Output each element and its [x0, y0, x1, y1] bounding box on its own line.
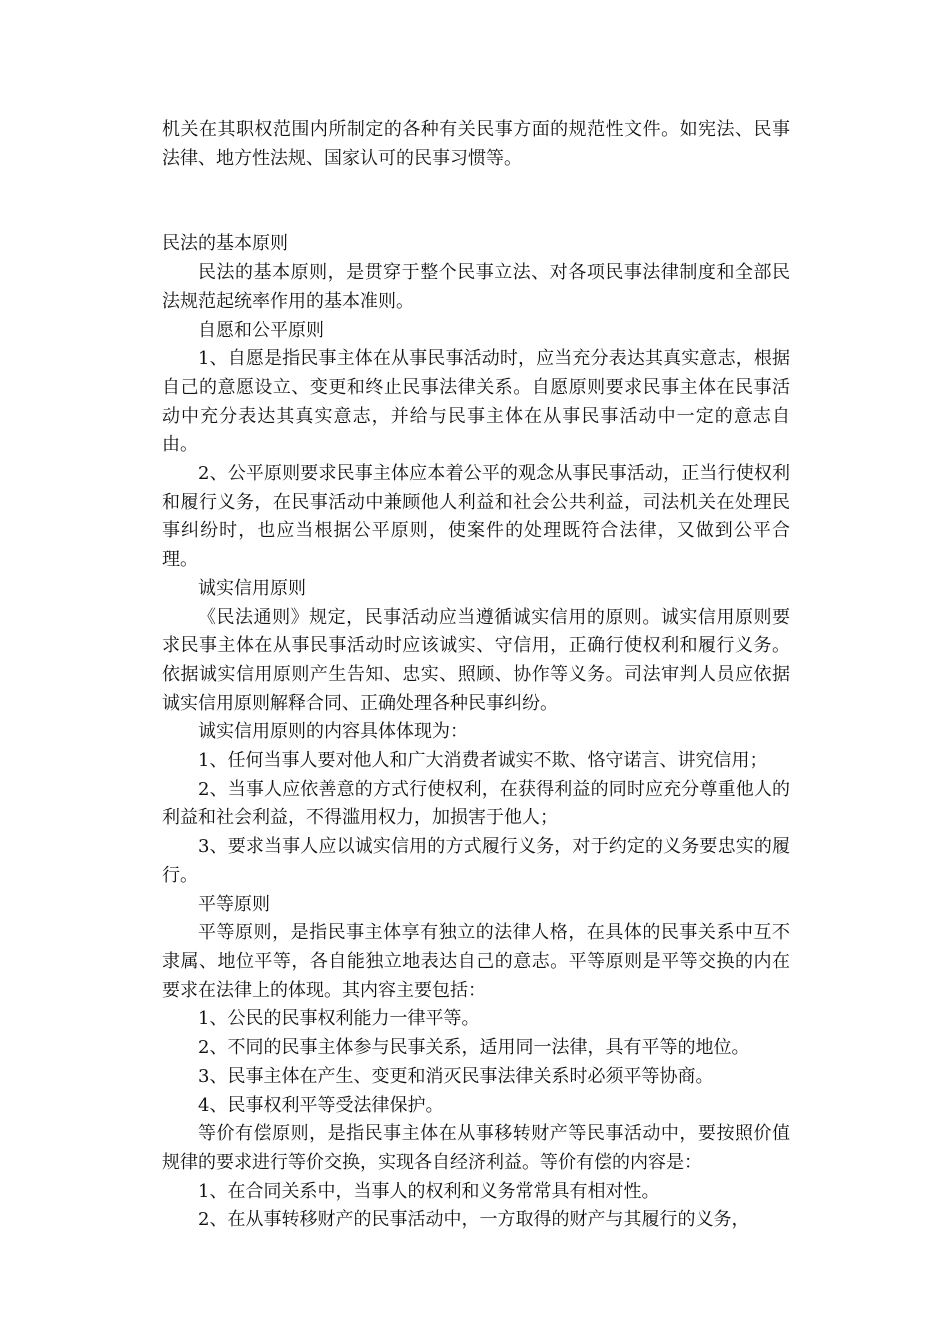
paragraph-basic-principles-definition: 民法的基本原则，是贯穿于整个民事立法、对各项民事法律制度和全部民法规范起统率作用的基本准则。: [162, 262, 790, 312]
list-item-equal-value-2: 2、在从事转移财产的民事活动中，一方取得的财产与其履行的义务，: [198, 1209, 750, 1231]
paragraph-continuation: 机关在其职权范围内所制定的各种有关民事方面的规范性文件。如宪法、民事法律、地方性法规、国家认可的民事习惯等。: [162, 119, 790, 169]
list-item-good-faith-1: 1、任何当事人要对他人和广大消费者诚实不欺、恪守诺言、讲究信用；: [198, 750, 768, 772]
list-item-equal-value-1: 1、在合同关系中，当事人的权利和义务常常具有相对性。: [198, 1180, 660, 1202]
paragraph-spacer: [162, 173, 790, 230]
list-item-equality-3: 3、民事主体在产生、变更和消灭民事法律关系时必须平等协商。: [198, 1065, 714, 1087]
list-item-good-faith-3: 3、要求当事人应以诚实信用的方式履行义务，对于约定的义务要忠实的履行。: [162, 836, 790, 886]
subheading-good-faith: 诚实信用原则: [198, 577, 306, 599]
list-item-fairness: 2、公平原则要求民事主体应本着公平的观念从事民事活动，正当行使权利和履行义务，在民事活动中兼顾他人利益和社会公共利益，司法机关在处理民事纠纷时，也应当根据公平原则，使案件的处理既符合法律，又做到公平合理。: [162, 463, 790, 571]
list-item-good-faith-2: 2、当事人应依善意的方式行使权利，在获得利益的同时应充分尊重他人的利益和社会利益，不得滥用权力，加损害于他人；: [162, 778, 790, 829]
list-item-equality-4: 4、民事权利平等受法律保护。: [198, 1094, 444, 1116]
paragraph-equal-value: 等价有偿原则，是指民事主体在从事移转财产等民事活动中，要按照价值规律的要求进行等价交换，实现各自经济利益。等价有偿的内容是：: [162, 1123, 790, 1173]
list-item-equality-2: 2、不同的民事主体参与民事关系，适用同一法律，具有平等的地位。: [198, 1037, 750, 1059]
paragraph-good-faith: 《民法通则》规定，民事活动应当遵循诚实信用的原则。诚实信用原则要求民事主体在从事民事活动时应该诚实、守信用，正确行使权利和履行义务。依据诚实信用原则产生告知、忠实、照顾、协作等义务。司法审判人员应依据诚实信用原则解释合同、正确处理各种民事纠纷。: [162, 606, 790, 714]
list-item-equality-1: 1、公民的民事权利能力一律平等。: [198, 1008, 480, 1030]
subheading-voluntary-fair: 自愿和公平原则: [198, 319, 324, 341]
paragraph-good-faith-content-intro: 诚实信用原则的内容具体体现为：: [198, 721, 468, 743]
subheading-equality: 平等原则: [198, 893, 270, 915]
section-heading-basic-principles: 民法的基本原则: [162, 233, 288, 255]
list-item-voluntary: 1、自愿是指民事主体在从事民事活动时，应当充分表达其真实意志，根据自己的意愿设立、变更和终止民事法律关系。自愿原则要求民事主体在民事活动中充分表达其真实意志，并给与民事主体在从事民事活动中一定的意志自由。: [162, 348, 790, 456]
document-body: [162, 116, 790, 1235]
paragraph-equality: 平等原则，是指民事主体享有独立的法律人格，在具体的民事关系中互不隶属、地位平等，各自能独立地表达自己的意志。平等原则是平等交换的内在要求在法律上的体现。其内容主要包括：: [162, 922, 790, 1001]
